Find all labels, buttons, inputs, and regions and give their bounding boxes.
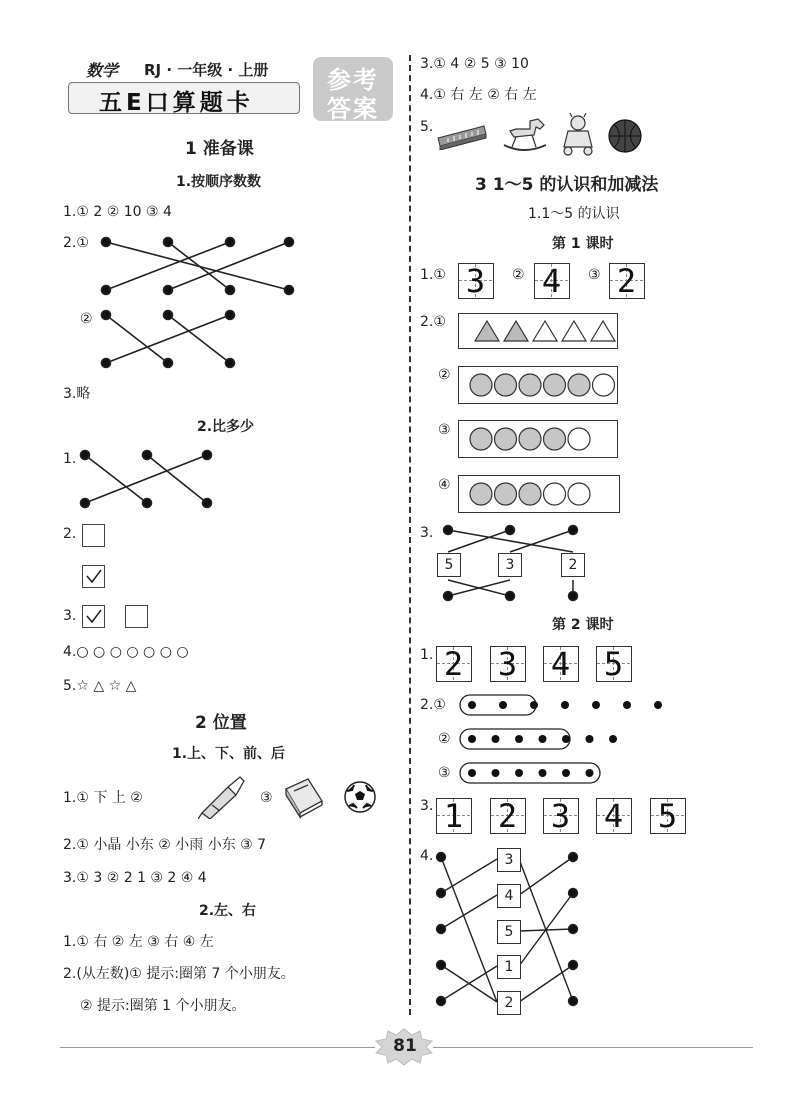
- dot: [226, 359, 235, 368]
- circle: [544, 374, 566, 396]
- digit-cell: [534, 263, 570, 299]
- ch1-s1-title: 1.按顺序数数: [176, 174, 262, 190]
- circle: [470, 483, 492, 505]
- dot: [586, 769, 594, 777]
- dot: [539, 735, 547, 743]
- digit-cell: [490, 798, 526, 834]
- right-q3: 3.① 4 ② 5 ③ 10: [420, 56, 529, 72]
- checked-box-2: [82, 605, 105, 628]
- l2-q1: 1.: [420, 647, 434, 663]
- dot: [654, 701, 662, 709]
- number-box: 2: [497, 991, 521, 1015]
- badge-line1: 参考: [327, 66, 379, 94]
- digit: 2: [443, 644, 464, 683]
- circle-row: [459, 367, 617, 403]
- dot: [569, 961, 578, 970]
- circle-box-4: [458, 475, 620, 513]
- footer-rule-right: [433, 1047, 753, 1048]
- circle-box-3: [458, 420, 618, 458]
- l1-q1b: ②: [512, 267, 525, 283]
- dot: [444, 526, 453, 535]
- l2-q3: 3.: [420, 798, 434, 814]
- digit: 1: [443, 796, 464, 835]
- circle: [495, 483, 517, 505]
- number-box: 3: [498, 553, 522, 577]
- right-q5: 5.: [420, 119, 434, 135]
- dot: [623, 701, 631, 709]
- digit: 4: [603, 796, 624, 835]
- digit-cell: [543, 646, 579, 682]
- lesson2-title: 第 2 课时: [552, 617, 614, 633]
- ch2-s1-q1a: 1.① 下 上 ②: [63, 790, 143, 806]
- number-box: 4: [497, 884, 521, 908]
- digit-cell: [609, 263, 645, 299]
- digit: 2: [616, 261, 637, 300]
- dot: [561, 701, 569, 709]
- digit: 4: [541, 261, 562, 300]
- digit: 3: [465, 261, 486, 300]
- circle: [519, 374, 541, 396]
- circle-row: [459, 421, 617, 457]
- right-q4: 4.① 右 左 ② 右 左: [420, 87, 537, 103]
- dot: [164, 238, 173, 247]
- digit-cell: [543, 798, 579, 834]
- ch1-s1-q1: 1.① 2 ② 10 ③ 4: [63, 204, 172, 220]
- dot: [81, 499, 90, 508]
- empty-checkbox-2: [125, 605, 148, 628]
- dot: [285, 238, 294, 247]
- number-box: 1: [497, 955, 521, 979]
- ch2-s1-q2: 2.① 小晶 小东 ② 小雨 小东 ③ 7: [63, 837, 267, 853]
- digit-cell: [490, 646, 526, 682]
- number-box: 5: [437, 553, 461, 577]
- page-number: 81: [393, 1036, 417, 1056]
- dot: [102, 359, 111, 368]
- ch1-s1-q2a: 2.①: [63, 235, 89, 251]
- toy-doll-icon: [560, 113, 596, 157]
- circle: [495, 374, 517, 396]
- dot: [444, 592, 453, 601]
- dot: [164, 286, 173, 295]
- dot: [143, 499, 152, 508]
- l2-q2c: ③: [438, 765, 451, 781]
- checked-box: [82, 565, 105, 588]
- badge-line2: 答案: [327, 95, 379, 123]
- dot: [592, 701, 600, 709]
- ch2-s2-q3: ② 提示:圈第 1 个小朋友。: [80, 998, 246, 1014]
- digit-cell: [436, 798, 472, 834]
- ch2-s1-title: 1.上、下、前、后: [172, 746, 286, 762]
- chapter2-title: 2 位置: [195, 713, 247, 733]
- ch2-s2-q2: 2.(从左数)① 提示:圈第 7 个小朋友。: [63, 966, 295, 982]
- group-oval: [460, 763, 600, 783]
- dot: [586, 735, 594, 743]
- l1-q1a: 1.①: [420, 267, 446, 283]
- ch2-s1-q3: 3.① 3 ② 2 1 ③ 2 ④ 4: [63, 870, 207, 886]
- digit-cell: [650, 798, 686, 834]
- dot: [569, 592, 578, 601]
- l1-q1c: ③: [588, 267, 601, 283]
- number-box: 5: [497, 920, 521, 944]
- dot: [468, 701, 476, 709]
- digit-cell: [436, 646, 472, 682]
- keyboard-icon: [436, 124, 488, 150]
- ch1-s2-q5: 5.☆ △ ☆ △: [63, 678, 137, 694]
- triangle: [475, 321, 499, 341]
- dot: [437, 853, 446, 862]
- digit-cell: [596, 798, 632, 834]
- dot: [226, 311, 235, 320]
- circle: [495, 428, 517, 450]
- dot: [609, 735, 617, 743]
- digit: 3: [497, 644, 518, 683]
- dot: [569, 526, 578, 535]
- dot: [515, 735, 523, 743]
- dot: [437, 925, 446, 934]
- dot: [569, 997, 578, 1006]
- dot: [437, 997, 446, 1006]
- ch3-s1-title: 1.1～5 的认识: [528, 206, 620, 222]
- circle: [568, 428, 590, 450]
- dot: [437, 889, 446, 898]
- edition-label: RJ · 一年级 · 上册: [144, 61, 269, 79]
- ch1-s2-q3: 3.: [63, 608, 77, 624]
- digit: 3: [550, 796, 571, 835]
- dot: [569, 889, 578, 898]
- l2-q4: 4.: [420, 848, 434, 864]
- number-box: 2: [561, 553, 585, 577]
- l1-q2d: ④: [438, 477, 451, 493]
- digit: 4: [550, 644, 571, 683]
- l2-q2b: ②: [438, 731, 451, 747]
- lesson1-title: 第 1 课时: [552, 236, 614, 252]
- dot: [506, 592, 515, 601]
- dot: [539, 769, 547, 777]
- ch2-s2-title: 2.左、右: [199, 903, 257, 919]
- dot: [492, 769, 500, 777]
- dot: [515, 769, 523, 777]
- dot: [468, 769, 476, 777]
- circle: [568, 483, 590, 505]
- dot: [143, 451, 152, 460]
- ch2-s2-q1: 1.① 右 ② 左 ③ 右 ④ 左: [63, 934, 214, 950]
- rocking-horse-icon: [500, 115, 548, 155]
- l1-q3: 3.: [420, 525, 434, 541]
- ch1-s2-q2: 2.: [63, 526, 77, 542]
- number-box: 3: [497, 848, 521, 872]
- dot: [203, 451, 212, 460]
- circle-row: [459, 476, 619, 512]
- checkmark-icon: [83, 566, 104, 587]
- dot: [569, 925, 578, 934]
- dot: [164, 359, 173, 368]
- dot: [506, 526, 515, 535]
- circle: [568, 374, 590, 396]
- l2-q2-dot-groups: [455, 690, 675, 790]
- circle: [470, 374, 492, 396]
- ch1-s2-title: 2.比多少: [197, 419, 255, 435]
- dot: [102, 238, 111, 247]
- dot: [102, 286, 111, 295]
- dot: [492, 735, 500, 743]
- dot: [569, 853, 578, 862]
- empty-checkbox: [82, 524, 105, 547]
- checkmark-icon: [83, 606, 104, 627]
- triangle: [591, 321, 615, 341]
- triangle: [533, 321, 557, 341]
- digit: 2: [497, 796, 518, 835]
- subject-label: 数学: [86, 61, 119, 80]
- fountain-pen-icon: [198, 775, 246, 819]
- soccer-ball-icon: [343, 780, 377, 814]
- dot: [203, 499, 212, 508]
- circle: [544, 483, 566, 505]
- l1-q2c: ③: [438, 422, 451, 438]
- dot: [468, 735, 476, 743]
- ch2-s1-q1b: ③: [260, 790, 273, 806]
- ch1-s2-q1: 1.: [63, 451, 77, 467]
- l2-q2a: 2.①: [420, 697, 446, 713]
- dot: [562, 735, 570, 743]
- circle: [519, 428, 541, 450]
- book-title: 五E口算题卡: [99, 90, 254, 116]
- triangle: [562, 321, 586, 341]
- dot: [437, 961, 446, 970]
- circle-box-2: [458, 366, 618, 404]
- ch1-s1-q3: 3.略: [63, 386, 91, 402]
- dot: [226, 286, 235, 295]
- digit-cell: [458, 263, 494, 299]
- circle: [593, 374, 615, 396]
- dot: [562, 769, 570, 777]
- circle: [544, 428, 566, 450]
- book-icon: [280, 775, 326, 819]
- chapter1-title: 1 准备课: [185, 139, 254, 159]
- dot: [226, 238, 235, 247]
- dot: [164, 311, 173, 320]
- triangle-row: [459, 314, 617, 348]
- l1-q2a: 2.①: [420, 314, 446, 330]
- ch1-s1-q2b: ②: [80, 311, 93, 327]
- basketball-icon: [607, 118, 643, 154]
- l1-q2b: ②: [438, 367, 451, 383]
- digit: 5: [657, 796, 678, 835]
- dot: [81, 451, 90, 460]
- ch1-s2-q4: 4.○ ○ ○ ○ ○ ○ ○: [63, 644, 189, 660]
- dot: [530, 701, 538, 709]
- dot: [499, 701, 507, 709]
- dot: [285, 286, 294, 295]
- chapter3-title: 3 1～5 的认识和加减法: [475, 175, 659, 195]
- footer-rule-left: [60, 1047, 375, 1048]
- circle: [470, 428, 492, 450]
- circle: [519, 483, 541, 505]
- dot: [102, 311, 111, 320]
- digit: 5: [603, 644, 624, 683]
- digit-cell: [596, 646, 632, 682]
- triangle: [504, 321, 528, 341]
- triangle-box: [458, 313, 618, 349]
